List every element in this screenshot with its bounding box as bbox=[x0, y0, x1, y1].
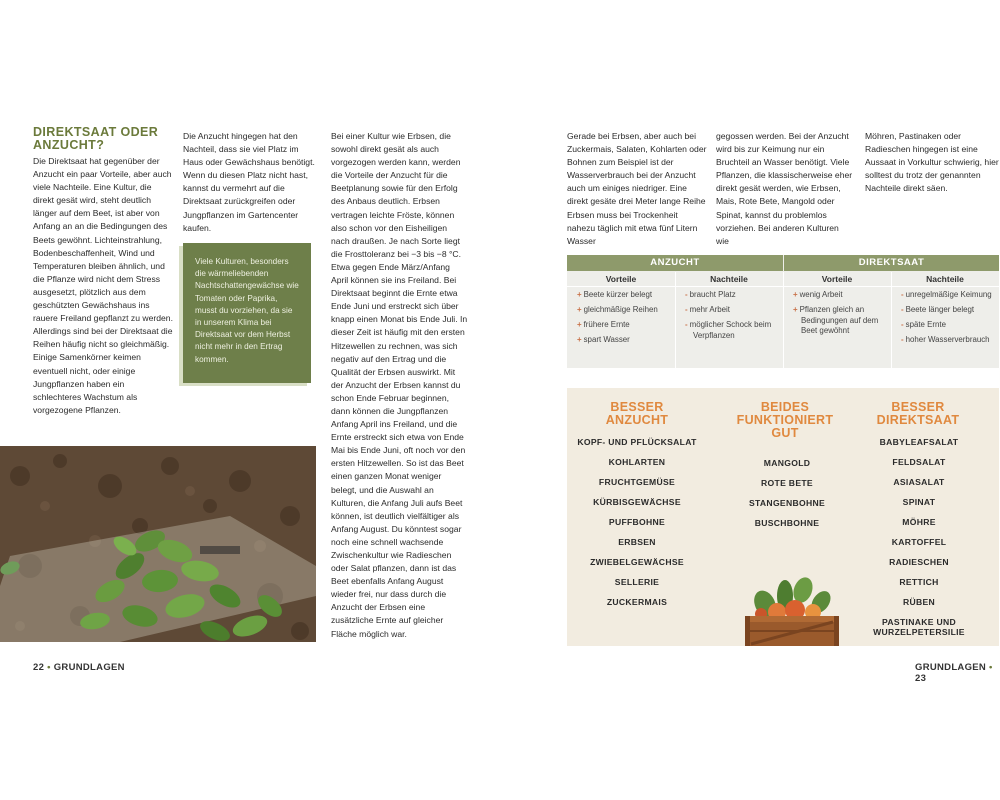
list-item: - späte Ernte bbox=[901, 320, 946, 329]
left-text-col2 bbox=[183, 130, 319, 235]
board-title-beides: BEIDES FUNKTIONIERT GUT bbox=[736, 400, 834, 440]
board-title-anzucht: BESSER ANZUCHT bbox=[605, 400, 669, 427]
list-item: - Beete länger belegt bbox=[901, 305, 975, 314]
vegetable-item: FELDSALAT bbox=[892, 457, 946, 467]
board-title-direktsaat: BESSER DIREKTSAAT bbox=[876, 400, 960, 427]
beides-vegetable-list bbox=[717, 458, 857, 538]
vegetable-item: KOHLARTEN bbox=[608, 457, 666, 467]
vegetable-item: PUFFBOHNE bbox=[608, 517, 666, 527]
table-divider bbox=[675, 272, 676, 368]
direktsaat-vegetable-list bbox=[855, 437, 983, 643]
footer-label: GRUNDLAGEN bbox=[915, 662, 987, 673]
anzucht-pros-label: Vorteile bbox=[605, 274, 637, 284]
vegetable-item: RETTICH bbox=[899, 577, 939, 587]
list-item: + wenig Arbeit bbox=[793, 290, 843, 299]
list-item: + gleichmäßige Reihen bbox=[577, 305, 658, 314]
footer-separator: • bbox=[989, 662, 993, 673]
paragraph: gegossen werden. Bei der Anzucht wird bis zur Keimung nur ein Bruchteil an Wasser benötigt. Viele Pflanzen, die klassischerweise eher direkt gesät werden, wie Erbsen, Mais, Rote Bete, Mangold oder Spinat, kannst du problemlos vorziehen. Bei anderen Kulturen wie bbox=[716, 131, 853, 246]
vegetable-item: MÖHRE bbox=[902, 517, 936, 527]
direktsaat-cons-list bbox=[901, 290, 997, 350]
vegetable-item: RÜBEN bbox=[902, 597, 936, 607]
callout-text: Viele Kulturen, besonders die wärmeliebenden Nachtschattengewächse wie Tomaten oder Paprika, musst du vorziehen, da sie in unserem Klima bei Direktsaat vor dem Herbst nicht mehr in den Ertrag kommen. bbox=[195, 257, 299, 364]
info-callout bbox=[183, 243, 311, 383]
direktsaat-pros-list bbox=[793, 290, 883, 341]
vegetable-item: PASTINAKE UND WURZELPETERSILIE bbox=[873, 617, 965, 637]
comparison-table bbox=[567, 255, 999, 368]
footer-right bbox=[915, 662, 1000, 684]
paragraph: Die Anzucht hingegen hat den Nachteil, dass sie viel Platz im Haus oder Gewächshaus benötigt. Wenn du diesen Platz nicht hast, kannst du vermehrt auf die Direktsaat zurückgreifen oder Jungpflanzen im Gartencenter kaufen. bbox=[183, 131, 315, 233]
vegetable-item: FRUCHTGEMÜSE bbox=[598, 477, 676, 487]
page-number: 23 bbox=[915, 673, 927, 684]
list-item: - hoher Wasserverbrauch bbox=[901, 335, 990, 344]
vegetable-item: ASIASALAT bbox=[893, 477, 945, 487]
vegetable-crate-icon bbox=[737, 574, 847, 646]
seedling-photo bbox=[0, 446, 316, 642]
vegetable-item: ZUCKERMAIS bbox=[606, 597, 668, 607]
paragraph: Gerade bei Erbsen, aber auch bei Zuckermais, Salaten, Kohlarten oder Bohnen zum Beispiel ist der Wasserverbrauch bei der Anzucht auch um einiges niedriger. Eine direkt gesäte drei Meter lange Reihe Erbsen muss bei Trockenheit nahezu täglich mit etwa fünf Litern Wasser bbox=[567, 131, 707, 246]
table-divider bbox=[891, 272, 892, 368]
footer-separator: • bbox=[47, 662, 51, 673]
vegetable-item: STANGENBOHNE bbox=[748, 498, 825, 508]
anzucht-vegetable-list bbox=[567, 437, 707, 617]
paragraph: Möhren, Pastinaken oder Radieschen hingegen ist eine Aussaat in Vorkultur schwierig, hier solltest du trotz der genannten Nachteile direkt säen. bbox=[865, 131, 999, 194]
left-text-col1 bbox=[33, 155, 173, 417]
vegetable-item: RADIESCHEN bbox=[889, 557, 949, 567]
vegetable-item: KÜRBISGEWÄCHSE bbox=[593, 497, 681, 507]
vegetable-board bbox=[567, 388, 999, 646]
table-divider bbox=[783, 272, 784, 368]
section-heading: DIREKTSAAT ODER ANZUCHT? bbox=[33, 125, 159, 152]
vegetable-item: ZWIEBELGEWÄCHSE bbox=[590, 557, 684, 567]
direktsaat-header: DIREKTSAAT bbox=[784, 255, 999, 271]
right-text-col1 bbox=[567, 130, 707, 248]
vegetable-item: MANGOLD bbox=[763, 458, 811, 468]
list-item: - braucht Platz bbox=[685, 290, 736, 299]
anzucht-cons-list bbox=[685, 290, 777, 346]
list-item: - möglicher Schock beim Verpflanzen bbox=[685, 320, 772, 340]
vegetable-item: ERBSEN bbox=[618, 537, 656, 547]
direktsaat-pros-label: Vorteile bbox=[821, 274, 853, 284]
vegetable-item: BABYLEAFSALAT bbox=[879, 437, 959, 447]
right-text-col3 bbox=[865, 130, 999, 195]
footer-left bbox=[33, 662, 125, 673]
anzucht-pros-list bbox=[577, 290, 673, 350]
vegetable-item: BUSCHBOHNE bbox=[754, 518, 820, 528]
paragraph: Bei einer Kultur wie Erbsen, die sowohl direkt gesät als auch vorgezogen werden kann, werden die Vorteile der Anzucht für die Beetplanung sowie für den Erfolg des Anbaus deutlich. Erbsen vertragen leichte Fröste, können also schon vor den Eisheiligen nach draußen. Je nach Sorte liegt die Frosttoleranz bei −3 bis −8 °C. Etwa gegen Ende März/Anfang April können sie ins Freiland. Bei Direktsaat beginnt die Ernte etwa Ende Juni und erstreckt sich über knapp einen Monat bis Ende Juli. In dieser Zeit ist häufig mit den ersten Hitzewellen zu rechnen, was sich negativ auf den Ertrag und die Qualität der Erbsen auswirkt. Mit der Anzucht der Erbsen kannst du schon Ende Februar beginnen, dann können die Jungpflanzen Anfang April ins Freiland, und die Ernte erstreckt sich etwa von Ende Mai bis Ende Juni, oft noch vor den ersten Hitzewellen. So ist das Beet einen ganzen Monat weniger belegt, und die Auswahl an Kulturen, die Anfang Juli aufs Beet können, ist deutlich vielfältiger als Anfang August. Du könntest sogar noch eine schnell wachsende Zwischenkultur wie Radieschen oder Salat pflanzen, dann ist das Beet ebenfalls Anfang August wieder frei, nur dass durch die Anzucht der Erbsen eine zusätzliche Ernte auf gleicher Fläche möglich war. bbox=[331, 131, 468, 639]
right-text-col2 bbox=[716, 130, 854, 248]
list-item: + Beete kürzer belegt bbox=[577, 290, 653, 299]
left-text-col3 bbox=[331, 130, 468, 641]
anzucht-cons-label: Nachteile bbox=[710, 274, 748, 284]
vegetable-item: SPINAT bbox=[902, 497, 936, 507]
page-number: 22 bbox=[33, 662, 45, 673]
vegetable-item: KOPF- UND PFLÜCKSALAT bbox=[577, 437, 697, 447]
anzucht-header: ANZUCHT bbox=[567, 255, 783, 271]
vegetable-item: SELLERIE bbox=[614, 577, 660, 587]
paragraph: Die Direktsaat hat gegenüber der Anzucht ein paar Vorteile, aber auch viele Nachteile. Eine Kultur, die direkt gesät wird, steht deutlich länger auf dem Beet, ist aber von Anfang an an die Bedingungen des Beets gewöhnt. Lichteinstrahlung, Bodenbeschaffenheit, Wind und Temperaturen bleiben ähnlich, und die Pflanze wird nicht dem Stress ausgesetzt, plötzlich aus dem geschützten Gewächshaus ins rauere Freiland gepflanzt zu werden. Allerdings sind bei der Direktsaat die Reihen häufig nicht so gleichmäßig. Einige Samenkörner keimen eventuell nicht, oder einige Jungpflanzen haben ein schlechteres Wachstum als vorgezogene Pflanzen. bbox=[33, 156, 173, 415]
seedling-photo-drawing bbox=[0, 446, 316, 642]
vegetable-item: ROTE BETE bbox=[761, 478, 813, 488]
vegetable-item: KARTOFFEL bbox=[891, 537, 947, 547]
list-item: + frühere Ernte bbox=[577, 320, 630, 329]
list-item: + spart Wasser bbox=[577, 335, 630, 344]
list-item: + Pflanzen gleich an Bedingungen auf dem Beet gewöhnt bbox=[793, 305, 879, 335]
list-item: - unregelmäßige Keimung bbox=[901, 290, 992, 299]
footer-label: GRUNDLAGEN bbox=[53, 662, 125, 673]
direktsaat-cons-label: Nachteile bbox=[926, 274, 964, 284]
list-item: - mehr Arbeit bbox=[685, 305, 730, 314]
